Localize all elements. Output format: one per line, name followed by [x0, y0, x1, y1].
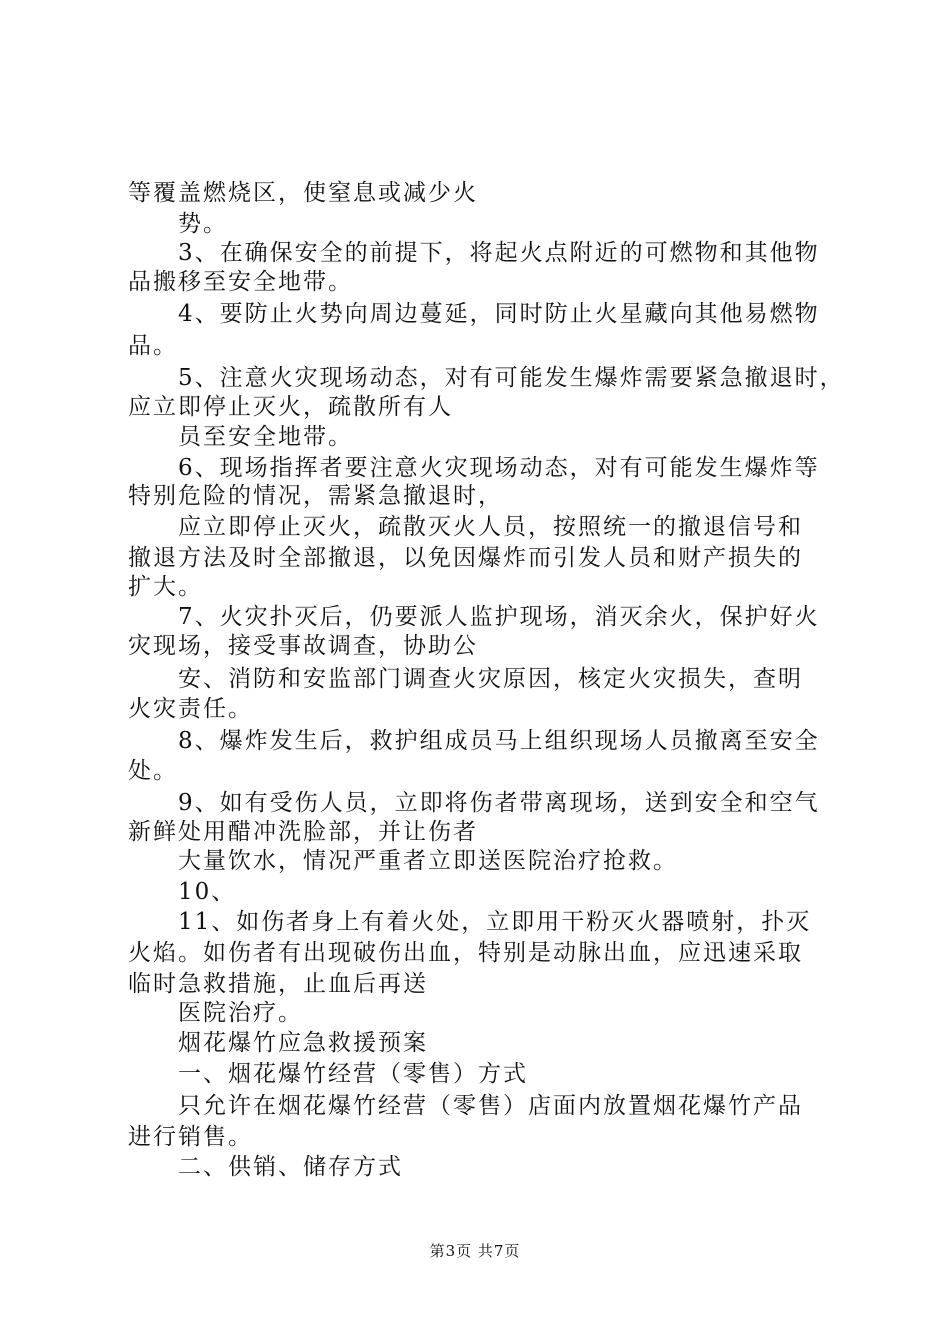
text-line: 扩大。 [128, 574, 203, 600]
text-line: 安、消防和安监部门调查火灾原因，核定火灾损失，查明 [178, 666, 803, 692]
text-line: 二、供销、储存方式 [178, 1154, 403, 1180]
text-line: 撤退方法及时全部撤退，以免因爆炸而引发人员和财产损失的 [128, 545, 803, 571]
text-line: 11、如伤者身上有着火处，立即用干粉灭火器喷射，扑灭 [178, 909, 812, 935]
text-line: 进行销售。 [128, 1124, 253, 1150]
text-line: 7、火灾扑灭后，仍要派人监护现场，消灭余火，保护好火 [178, 604, 820, 630]
text-line: 一、烟花爆竹经营（零售）方式 [178, 1061, 528, 1087]
text-line: 4、要防止火势向周边蔓延，同时防止火星藏向其他易燃物 [178, 301, 820, 327]
text-line: 烟花爆竹应急救援预案 [178, 1030, 428, 1056]
text-line: 员至安全地带。 [178, 424, 353, 450]
text-line: 处。 [128, 758, 178, 784]
text-line: 势。 [178, 211, 228, 237]
text-line: 10、 [178, 879, 237, 905]
text-line: 大量饮水，情况严重者立即送医院治疗抢救。 [178, 848, 678, 874]
text-line: 特别危险的情况，需紧急撤退时， [128, 483, 503, 509]
text-line: 火灾责任。 [128, 696, 253, 722]
text-line: 品搬移至安全地带。 [128, 269, 353, 295]
text-line: 品。 [128, 333, 178, 359]
text-line: 灾现场，接受事故调查，协助公 [128, 633, 478, 659]
text-line: 8、爆炸发生后，救护组成员马上组织现场人员撤离至安全 [178, 728, 820, 754]
text-line: 应立即停止灭火，疏散所有人 [128, 394, 453, 420]
text-line: 5、注意火灾现场动态，对有可能发生爆炸需要紧急撤退时， [178, 365, 845, 391]
page-number-footer: 第3页 共7页 [429, 1242, 521, 1260]
text-line: 3、在确保安全的前提下，将起火点附近的可燃物和其他物 [178, 240, 820, 266]
text-line: 新鲜处用醋冲洗脸部，并让伤者 [128, 819, 478, 845]
text-line: 9、如有受伤人员，立即将伤者带离现场，送到安全和空气 [178, 790, 820, 816]
text-line: 临时急救措施，止血后再送 [128, 971, 428, 997]
text-line: 火焰。如伤者有出现破伤出血，特别是动脉出血，应迅速采取 [128, 940, 803, 966]
text-line: 6、现场指挥者要注意火灾现场动态，对有可能发生爆炸等 [178, 455, 820, 481]
text-line: 医院治疗。 [178, 1000, 303, 1026]
text-line: 应立即停止灭火，疏散灭火人员，按照统一的撤退信号和 [178, 514, 803, 540]
text-line: 只允许在烟花爆竹经营（零售）店面内放置烟花爆竹产品 [178, 1093, 803, 1119]
text-line: 等覆盖燃烧区，使窒息或减少火 [128, 180, 478, 206]
